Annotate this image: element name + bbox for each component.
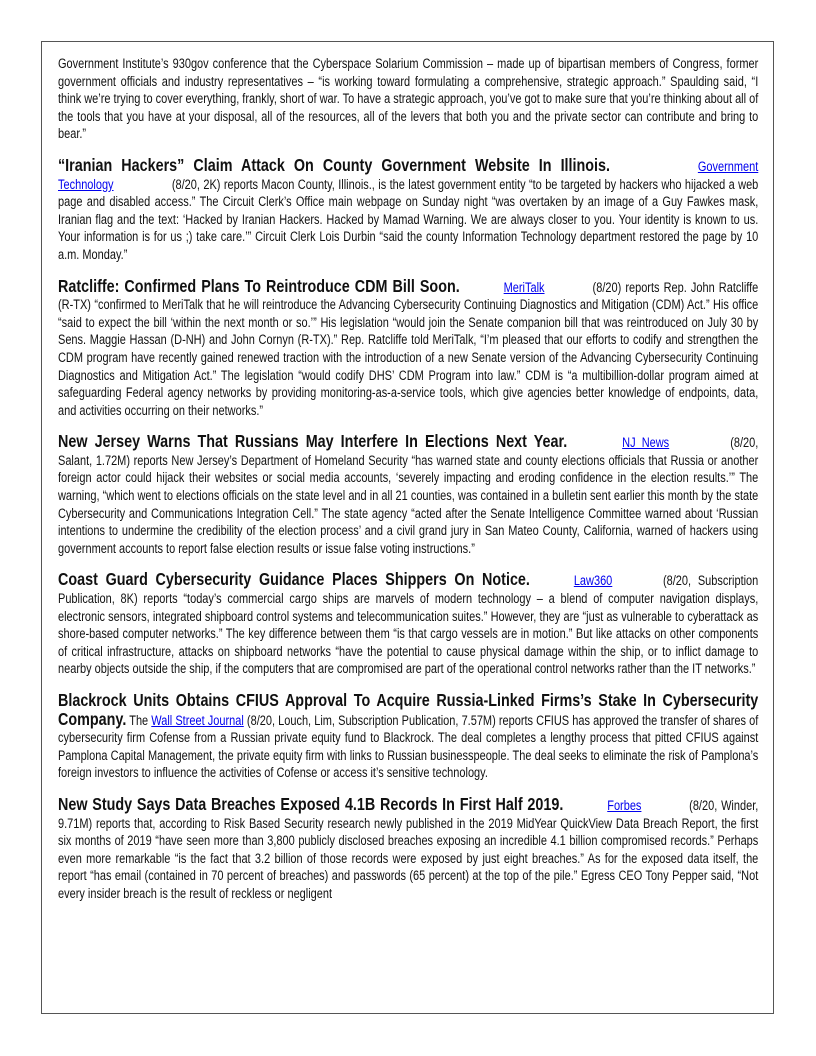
article-iranian-hackers (58, 154, 759, 264)
source-link[interactable]: Forbes (607, 797, 642, 813)
source-link[interactable]: Government Technology (58, 158, 759, 192)
article-new-jersey (58, 433, 758, 557)
headline: Coast Guard Cybersecurity Guidance Places Shippers On Notice. (58, 569, 530, 590)
article-data-breaches (58, 793, 759, 903)
article-blackrock-cfius (58, 692, 758, 782)
headline: Blackrock Units Obtains CFIUS Approval To Acquire Russia-Linked Firms’s Stake In Cybersecurity Company. (58, 690, 759, 729)
source-link[interactable]: Wall Street Journal (151, 712, 244, 728)
article-body: (8/20) reports Rep. John Ratcliffe (R-TX) “confirmed to MeriTalk that he will reintroduce the Advancing Cybersecurity Continuing Diagnostics and Mitigation (CDM) Act.” His office “said to expect the bill ‘within the next month or so.’” His legislation “would join the Senate companion bill that was reintroduced on July 30 by Sens. Maggie Hassan (D-NH) and John Cornyn (R-TX).” Rep. Ratcliffe told MeriTalk, “I’m pleased that our efforts to codify and strengthen the CDM program have recently gained renewed traction with the introduction of a new Senate version of the Advancing Cybersecurity Continuing Diagnostics and Mitigation Act.” The legislation “would codify DHS’ CDM Program into law.” CDM is “a multibillion-dollar program aimed at safeguarding Federal agency networks by providing monitoring-as-a-service tools, which give agencies better knowledge of endpoints, data, and activities occurring on their networks.” (58, 279, 759, 418)
headline: “Iranian Hackers” Claim Attack On County Government Website In Illinois. (58, 154, 611, 175)
headline: New Study Says Data Breaches Exposed 4.1B Records In First Half 2019. (58, 793, 564, 814)
headline: New Jersey Warns That Russians May Interfere In Elections Next Year. (58, 431, 568, 452)
article-body: (8/20, 2K) reports Macon County, Illinois., is the latest government entity “to be targeted by hackers who hijacked a web page and disabled access.” The Circuit Clerk’s Office main webpage on Sunday night “was overtaken by an image of a Guy Fawkes mask, Iranian flag and the text: ‘Hacked by Iranian Hackers. Hacked by Mamad Warning. We are always closer to you. Your identity is known to us. Your information is for us ;) take care.’” Circuit Clerk Lois Durbin “said the county Information Technology department restored the page by 10 a.m. Monday.” (58, 176, 759, 262)
article-body: (8/20, Louch, Lim, Subscription Publication, 7.57M) reports CFIUS has approved the transfer of shares of cybersecurity firm Cofense from a Russian private equity fund to Blackrock. The deal completes a lengthy process that pitted CFIUS against Pamplona Capital Management, the private equity firm with links to Russian businesspeople. The deal seeks to eliminate the risk of Pamplona’s foreign investors to influence the activities of Cofense or access it’s sensitive technology. (58, 712, 759, 781)
source-link[interactable]: Law360 (573, 573, 613, 589)
intro-paragraph: Government Institute’s 930gov conference that the Cyberspace Solarium Commission – made up of bipartisan members of Congress, former government officials and industry representatives – “is working toward formulating a comprehensive, strategic approach.” Spaulding said, “I think we’re trying to cover everything, frankly, short of war. To have a strategic approach, you’ve got to make sure that you’re thinking about all of the tools that you have at your disposal, all of the resources, all of the levers that both you and the private sector can contribute and bring to bear.” (58, 56, 759, 142)
headline: Ratcliffe: Confirmed Plans To Reintroduce CDM Bill Soon. (58, 275, 460, 296)
article-coast-guard (58, 571, 758, 678)
source-link[interactable]: MeriTalk (503, 279, 545, 295)
article-body: (8/20, Salant, 1.72M) reports New Jersey’s Department of Homeland Security “has warned state and county elections officials that Russia or another foreign actor could hijack their websites or social media accounts, ‘severely impacting and eroding confidence in the election results.’” The warning, “which went to elections officials on the state level and in all 21 counties, was contained in a bulletin sent earlier this month by the state Cybersecurity and Communications Integration Cell.” The state agency “acted after the Senate Intelligence Committee warned about ‘Russian intentions to undermine the credibility of the election process’ and a civil grand jury in San Mateo County, California, warned of hackers using government accounts to report false election results or issue false voting instructions.” (58, 435, 759, 556)
source-link[interactable]: NJ News (622, 435, 670, 451)
article-body: (8/20, Winder, 9.71M) reports that, according to Risk Based Security research newly published in the 2019 MidYear QuickView Data Breach Report, the first six months of 2019 “have seen more than 3,800 publicly disclosed breaches exposing an incredible 4.1 billion compromised records.” Perhaps even more remarkable “is the fact that 3.2 billion of those records were exposed by just eight breaches.” As for the exposed data itself, the report “has email (contained in 70 percent of breaches) and passwords (65 percent) at the top of the pile.” Egress CEO Tony Pepper said, “Not every insider breach is the result of reckless or negligent (58, 797, 759, 901)
article-body: (8/20, Subscription Publication, 8K) reports “today’s commercial cargo ships are marvels of modern technology – a blend of computer navigation displays, electronic sensors, integrated shipboard control systems and telecommunication suites.” However, they are “just as vulnerable to cyberattack as shore-based computer networks.” The key difference between them “is that cargo vessels are in motion.” But like attacks on other components of critical infrastructure, attacks on shipboard networks “have the potential to cause physical damage within the ship, or to inflict damage to nearby objects outside the ship, if the computers that are compromised are part of the operational control networks rather than the IT networks.” (58, 573, 759, 677)
article-ratcliffe-cdm (58, 275, 759, 420)
document-body (58, 55, 758, 917)
pre-link-text: The (126, 712, 152, 728)
